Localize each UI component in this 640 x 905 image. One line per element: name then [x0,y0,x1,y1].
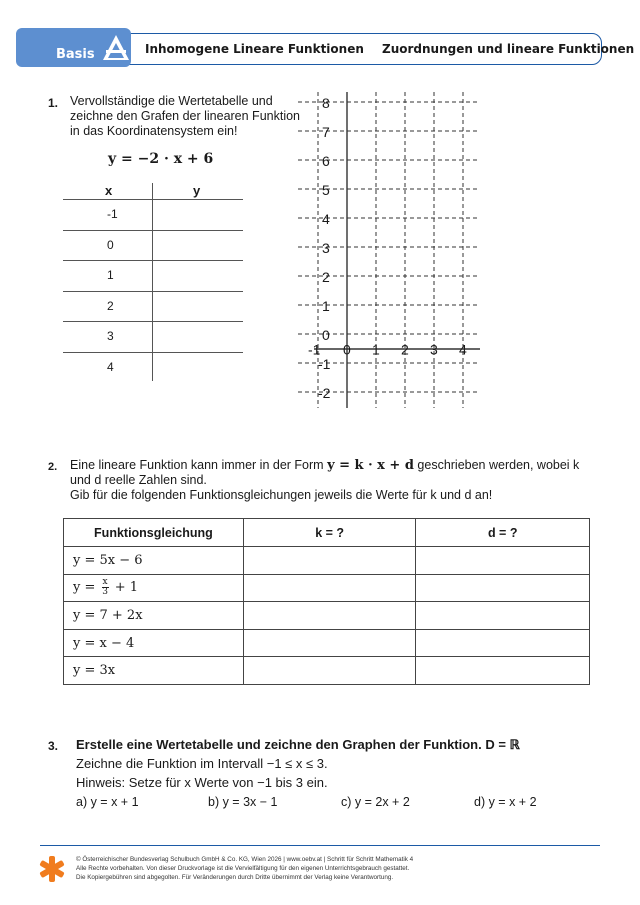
task-1-number: 1. [48,96,59,110]
y-tick-label: 4 [322,211,330,227]
value-table-header [63,183,243,200]
k-answer-cell[interactable] [243,574,416,602]
column-header-k: k = ? [243,519,416,547]
task-1-instruction: Vervollständige die Wertetabelle und zeichne den Grafen der linearen Funktion in das Koordinatensystem ein! [70,94,301,138]
footer-line-2: Alle Rechte vorbehalten. Von dieser Druckvorlage ist die Vervielfältigung für den eigenen Unterrichtsgebrauch gestattet. [76,865,410,872]
value-table-column-divider [152,183,153,381]
value-table-header-x: x [105,183,113,198]
y-tick-label: 2 [322,269,330,285]
k-answer-cell[interactable] [243,547,416,575]
value-table-x: 3 [107,329,114,343]
x-tick-label: -1 [308,341,321,358]
value-table-x: 2 [107,298,114,313]
value-table-row[interactable] [63,322,243,353]
task-3-option-a: a) y = x + 1 [76,795,139,809]
equation-cell: y = 7 + 2x [64,602,244,630]
k-answer-cell[interactable] [243,629,416,657]
value-table-header-y: y [193,183,201,198]
value-table-row[interactable] [63,261,243,292]
x-tick-label: 1 [372,341,380,358]
equation-cell: y = 5x − 6 [64,547,244,575]
task-2-line2: und d reelle Zahlen sind. [70,473,207,487]
value-table-x: 4 [107,359,114,374]
function-table [63,518,590,685]
fraction-numerator: x [102,577,108,588]
task-2-line1-post: geschrieben werden, wobei k [413,458,580,472]
d-answer-cell[interactable] [416,574,590,602]
task-2-line1-pre: Eine lineare Funktion kann immer in der Form [70,458,328,472]
table-row [64,574,590,602]
task-3-number: 3. [48,739,59,753]
fraction [102,578,109,597]
task-1-equation: y = −2 · x + 6 [108,151,214,167]
header-title-right: Zuordnungen und lineare Funktionen [382,42,635,56]
d-answer-cell[interactable] [416,657,590,685]
level-badge-label: Basis [56,47,95,62]
equation-cell: y = 3x [64,657,244,685]
table-row [64,657,590,685]
equation-cell: y = x − 4 [64,629,244,657]
equation-post: + 1 [110,580,139,596]
column-header-d: d = ? [416,519,590,547]
task-3-line1: Zeichne die Funktion im Intervall −1 ≤ x ≤ 3. [76,756,328,771]
task-2-instruction [70,458,600,503]
task-2-general-form: y = k · x + d [327,458,414,473]
task-3-option-c: c) y = 2x + 2 [341,795,410,809]
header-title-left: Inhomogene Lineare Funktionen [145,42,364,56]
y-tick-label: -2 [318,385,331,401]
y-tick-label: 8 [322,95,330,111]
task-2-number: 2. [48,461,58,473]
value-table-x: -1 [107,207,118,221]
value-table-row[interactable] [63,353,243,384]
task-3-line2: Hinweis: Setze für x Werte von −1 bis 3 ein. [76,775,328,790]
task-2-line3: Gib für die folgenden Funktionsgleichungen jeweils die Werte für k und d an! [70,488,493,502]
x-tick-label: 4 [459,341,467,358]
y-tick-label: 6 [322,153,330,169]
triangle-level-icon [101,33,131,63]
table-row [64,602,590,630]
footer-copyright [76,855,596,882]
coordinate-grid[interactable] [298,88,480,408]
y-tick-label: -1 [318,356,331,372]
task-3-option-b: b) y = 3x − 1 [208,795,278,809]
d-answer-cell[interactable] [416,629,590,657]
y-tick-label: 7 [322,124,330,140]
table-row [64,547,590,575]
x-tick-label: 3 [430,341,438,358]
value-table-row[interactable] [63,292,243,323]
x-tick-label: 2 [401,341,409,358]
value-table-x: 1 [107,268,114,282]
y-tick-label: 3 [322,240,330,256]
table-row [64,629,590,657]
x-tick-label: 0 [343,341,351,358]
d-answer-cell[interactable] [416,602,590,630]
value-table [63,183,243,383]
task-3-heading: Erstelle eine Wertetabelle und zeichne den Graphen der Funktion. D = ℝ [76,737,520,752]
footer-line-3: Die Kopiergebühren sind abgegolten. Für Veränderungen durch Dritte übernimmt der Verlag keine Verantwortung. [76,874,394,881]
task-3-option-d: d) y = x + 2 [474,795,537,809]
footer-line-1: © Österreichischer Bundesverlag Schulbuch GmbH & Co. KG, Wien 2026 | www.oebv.at | Schritt für Schritt Mathematik 4 [76,856,414,863]
k-answer-cell[interactable] [243,602,416,630]
value-table-row[interactable] [63,200,243,231]
value-table-x: 0 [107,237,114,252]
equation-cell [64,574,244,602]
k-answer-cell[interactable] [243,657,416,685]
fraction-denominator: 3 [102,587,108,598]
value-table-row[interactable] [63,231,243,262]
column-header-equation: Funktionsgleichung [64,519,244,547]
d-answer-cell[interactable] [416,547,590,575]
publisher-star-logo [38,855,66,883]
footer-divider [40,845,600,846]
y-tick-label: 0 [322,327,330,343]
y-tick-label: 5 [322,182,330,198]
y-tick-label: 1 [322,298,330,314]
equation-pre: y = [73,580,100,596]
